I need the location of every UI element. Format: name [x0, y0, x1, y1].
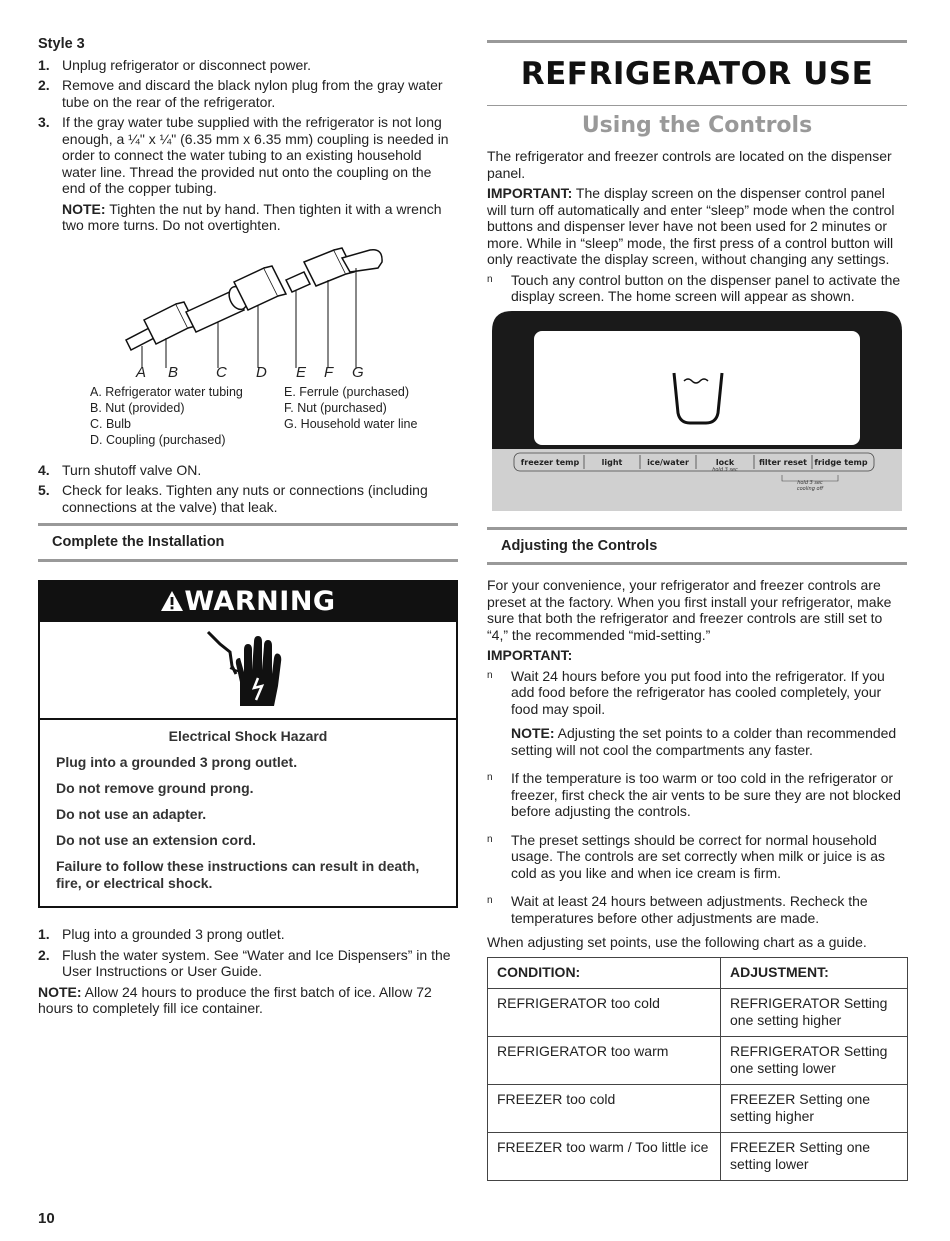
panel-bracket-hint: hold 3 sec — [797, 479, 823, 486]
warning-body — [40, 720, 456, 907]
coupling-illustration — [38, 240, 458, 380]
table-row — [488, 1085, 908, 1133]
step-number: 2. — [38, 946, 50, 963]
complete-section — [38, 523, 458, 562]
warning-line: Do not use an adapter. — [56, 806, 207, 822]
table-row — [488, 989, 908, 1037]
steps-list-2 — [38, 462, 458, 516]
table-cell: REFRIGERATOR too cold — [488, 989, 721, 1037]
note-text: Tighten the nut by hand. Then tighten it with a wrench two more turns. Do not overtighten. — [62, 200, 442, 233]
warning-title-text: WARNING — [184, 585, 336, 617]
step-text: Remove and discard the black nylon plug from the gray water tube on the rear of the refrigerator. — [62, 77, 443, 110]
table-row — [488, 1133, 908, 1181]
table-cell: REFRIGERATOR Setting one setting higher — [721, 989, 908, 1037]
bullet: n — [487, 772, 493, 783]
hand-shock-icon — [40, 622, 456, 718]
note-label: NOTE: — [511, 725, 555, 741]
diagram-label-f: F — [324, 363, 334, 380]
panel-button-filter-reset: filter reset — [758, 457, 808, 467]
table-cell: FREEZER Setting one setting lower — [721, 1133, 908, 1181]
list-item — [487, 832, 907, 882]
divider — [487, 562, 907, 565]
step-3 — [38, 114, 458, 197]
adjustment-table — [487, 957, 908, 1182]
adjusting-section — [487, 527, 907, 566]
table-header: CONDITION: — [488, 957, 721, 989]
panel-lock-hint: hold 3 sec — [712, 466, 738, 473]
step-text: Flush the water system. See “Water and Ice Dispensers” in the User Instructions or User Guide. — [62, 946, 451, 979]
legend-item: E. Ferrule (purchased) — [284, 384, 410, 399]
warning-line: Failure to follow these instructions can result in death, fire, or electrical shock. — [56, 858, 420, 891]
coupling-diagram — [38, 240, 458, 380]
step-text: If the gray water tube supplied with the refrigerator is not long enough, a ¼" x ¼" (6.35 mm x 6.35 mm) coupling is needed in order to connect the water tubing to an existing household water line. Thread the provided nut onto the coupling on the end of the copper tubing. — [62, 114, 449, 196]
shock-hazard-icon — [40, 622, 456, 720]
note-text: Allow 24 hours to produce the first batch of ice. Allow 72 hours to completely fill ice container. — [38, 983, 432, 1016]
table-cell: FREEZER too warm / Too little ice — [488, 1133, 721, 1181]
step-2 — [38, 947, 458, 980]
diagram-label-a: A — [136, 363, 147, 380]
hazard-name: Electrical Shock Hazard — [168, 727, 328, 744]
chart-intro: When adjusting set points, use the following chart as a guide. — [487, 934, 867, 950]
diagram-label-e: E — [296, 363, 307, 380]
divider — [487, 105, 907, 106]
table-header-row — [488, 957, 908, 989]
panel-button-lock: lock — [715, 457, 735, 467]
ice-note — [38, 984, 458, 1017]
warning-triangle-icon — [160, 590, 184, 612]
bullet: n — [487, 669, 493, 681]
page-title: REFRIGERATOR USE — [520, 56, 874, 92]
legend-item: D. Coupling (purchased) — [90, 432, 226, 447]
warning-line: Plug into a grounded 3 prong outlet. — [56, 754, 298, 770]
important-label-2: IMPORTANT: — [487, 647, 573, 663]
bullet: n — [487, 895, 493, 906]
bullet-text: Wait 24 hours before you put food into the refrigerator. If you add food before the refrigerator has cooled completely, your food may spoil. — [511, 667, 885, 717]
warning-line: Do not remove ground prong. — [56, 780, 254, 796]
diagram-label-c: C — [216, 363, 227, 380]
adjusting-heading: Adjusting the Controls — [501, 537, 658, 554]
right-column — [487, 36, 907, 1181]
table-cell: FREEZER too cold — [488, 1085, 721, 1133]
list-item — [487, 893, 907, 926]
bullet: n — [487, 273, 493, 285]
warning-line: Do not use an extension cord. — [56, 832, 256, 848]
list-item — [487, 770, 907, 820]
adjust-bullets — [487, 668, 907, 927]
step-text: Plug into a grounded 3 prong outlet. — [62, 926, 285, 942]
legend-item: F. Nut (purchased) — [284, 400, 387, 415]
panel-button-light: light — [601, 457, 623, 467]
legend-item: B. Nut (provided) — [90, 400, 185, 415]
bullet-list — [487, 272, 907, 305]
table-header: ADJUSTMENT: — [721, 957, 908, 989]
step-text: Turn shutoff valve ON. — [62, 461, 202, 478]
adjust-note — [511, 725, 907, 758]
bullet-text: Wait at least 24 hours between adjustments. Recheck the temperatures before other adjustments are made. — [511, 893, 868, 926]
legend-item — [284, 432, 484, 448]
step-1 — [38, 926, 458, 943]
table-row — [488, 1037, 908, 1085]
panel-button-fridge-temp: fridge temp — [814, 457, 868, 467]
step-number: 3. — [38, 114, 50, 130]
step-4 — [38, 462, 458, 479]
control-panel-graphic — [492, 311, 902, 511]
steps-list-3 — [38, 926, 458, 980]
complete-installation-heading: Complete the Installation — [52, 534, 225, 550]
legend-item: A. Refrigerator water tubing — [90, 384, 243, 399]
bullet: n — [487, 833, 493, 845]
diagram-label-g: G — [352, 363, 364, 380]
step-5 — [38, 482, 458, 515]
warning-box — [38, 580, 458, 909]
step-number: 1. — [38, 56, 50, 73]
important-label: IMPORTANT: — [487, 185, 573, 201]
style-heading: Style 3 — [38, 36, 85, 52]
page-number: 10 — [38, 1210, 55, 1227]
important-body: The display screen on the dispenser control panel will turn off automatically and enter “sleep” mode when the control buttons and dispenser lever have not been used for 2 minutes or more. While in “sleep” mode, the first press of a control button will only reactivate the display screen, without changing any settings. — [487, 185, 895, 267]
step-1 — [38, 57, 458, 74]
step-number: 1. — [38, 926, 50, 942]
note — [38, 201, 458, 234]
legend-item: G. Household water line — [284, 416, 418, 431]
panel-bracket-hint-2: cooling off — [796, 485, 824, 492]
note-label: NOTE: — [62, 200, 106, 217]
step-2 — [38, 77, 458, 110]
list-item — [487, 272, 907, 305]
step-number: 2. — [38, 77, 50, 93]
important-text — [487, 185, 907, 268]
step-text: Check for leaks. Tighten any nuts or connections (including connections at the valve) that leak. — [62, 482, 428, 515]
note-label: NOTE: — [38, 983, 82, 1000]
step-number: 4. — [38, 461, 50, 478]
left-column — [38, 36, 458, 1021]
warning-title — [40, 582, 456, 622]
table-cell: REFRIGERATOR too warm — [488, 1037, 721, 1085]
bullet-text: Touch any control button on the dispenser panel to activate the display screen. The home screen will appear as shown. — [511, 271, 901, 304]
bullet-text: If the temperature is too warm or too cold in the refrigerator or freezer, first check the air vents to be sure they are not blocked before adjusting the controls. — [511, 770, 901, 819]
bullet-text: The preset settings should be correct for normal household usage. The controls are set correctly when milk or juice is as cold as you like and when ice cream is firm. — [511, 831, 886, 881]
table-cell: FREEZER Setting one setting higher — [721, 1085, 908, 1133]
legend-item: C. Bulb — [90, 416, 131, 431]
step-text: Unplug refrigerator or disconnect power. — [62, 56, 312, 73]
steps-list — [38, 57, 458, 197]
step-number: 5. — [38, 482, 50, 498]
intro-text: The refrigerator and freezer controls are located on the dispenser panel. — [487, 148, 892, 181]
divider — [38, 559, 458, 562]
panel-button-freezer-temp: freezer temp — [520, 457, 580, 467]
list-item — [487, 668, 907, 759]
note-text: Adjusting the set points to a colder than recommended setting will not cool the compartments any faster. — [511, 725, 897, 758]
parts-legend — [90, 384, 458, 448]
diagram-label-d: D — [256, 363, 267, 380]
panel-button-ice-water: ice/water — [647, 457, 689, 467]
adjust-intro: For your convenience, your refrigerator and freezer controls are preset at the factory. When you first install your refrigerator, make sure that both the refrigerator and freezer controls are still set to “4,” the recommended “mid-setting.” — [487, 577, 892, 643]
section-title: Using the Controls — [581, 113, 813, 138]
diagram-label-b: B — [168, 363, 179, 380]
table-cell: REFRIGERATOR Setting one setting lower — [721, 1037, 908, 1085]
dispenser-panel-illustration — [492, 311, 902, 511]
